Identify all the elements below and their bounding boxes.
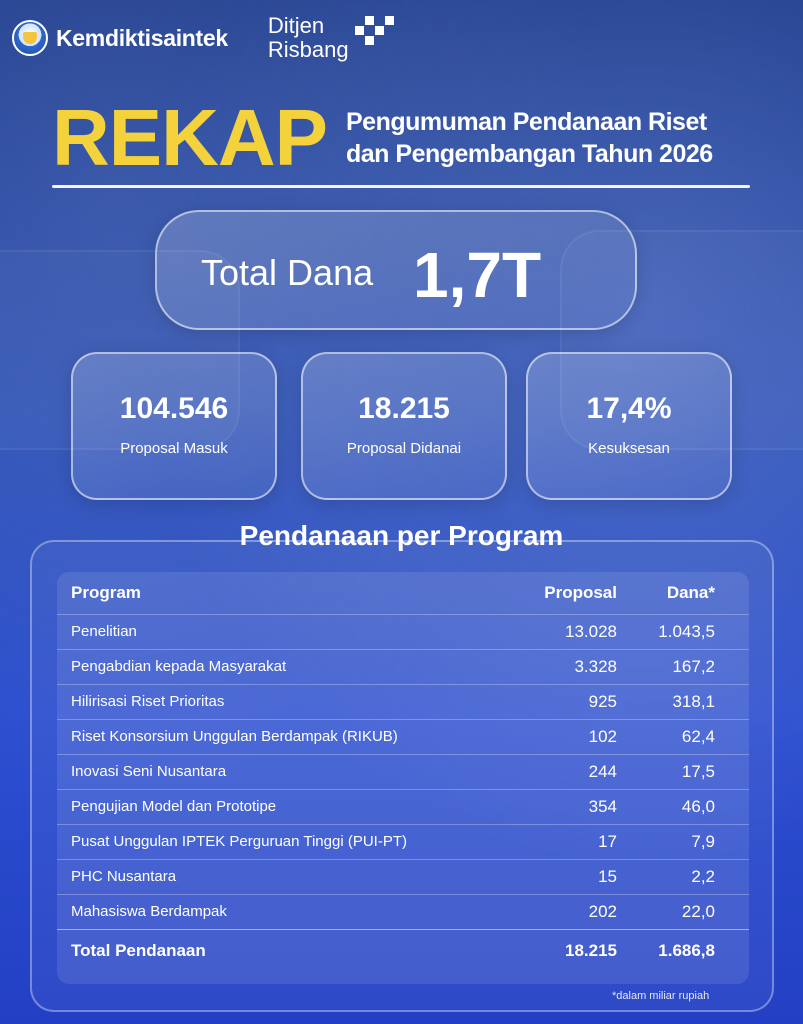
proposal-count: 354 bbox=[507, 789, 617, 824]
total-label: Total Pendanaan bbox=[57, 929, 507, 973]
stat-card-proposal-masuk bbox=[71, 352, 277, 500]
program-name: Mahasiswa Berdampak bbox=[57, 894, 507, 929]
fund-amount: 62,4 bbox=[617, 719, 749, 754]
footnote: *dalam miliar rupiah bbox=[612, 990, 710, 1002]
stat-card-proposal-didanai bbox=[301, 352, 507, 500]
table-row bbox=[57, 684, 749, 719]
fund-amount: 167,2 bbox=[617, 649, 749, 684]
page-subtitle bbox=[346, 106, 713, 170]
table-header-row bbox=[57, 572, 749, 614]
program-name: Penelitian bbox=[57, 614, 507, 649]
stat-card-kesuksesan bbox=[526, 352, 732, 500]
stat-label: Kesuksesan bbox=[588, 440, 670, 457]
brand-secondary-line1: Ditjen bbox=[267, 13, 325, 38]
program-name: Pengujian Model dan Prototipe bbox=[57, 789, 507, 824]
stat-value: 17,4% bbox=[586, 392, 672, 425]
fund-amount: 2,2 bbox=[617, 859, 749, 894]
subtitle-line2: dan Pengembangan Tahun 2026 bbox=[346, 140, 713, 168]
proposal-count: 925 bbox=[507, 684, 617, 719]
proposal-count: 244 bbox=[507, 754, 617, 789]
fund-amount: 318,1 bbox=[617, 684, 749, 719]
fund-amount: 22,0 bbox=[617, 894, 749, 929]
total-dana: 1.686,8 bbox=[617, 929, 749, 973]
program-funding-table bbox=[57, 572, 749, 984]
total-fund-card bbox=[155, 210, 637, 330]
program-name: Pengabdian kepada Masyarakat bbox=[57, 649, 507, 684]
table-row bbox=[57, 614, 749, 649]
total-fund-value: 1,7T bbox=[413, 239, 542, 311]
header bbox=[12, 10, 395, 66]
title-divider bbox=[52, 185, 750, 188]
ministry-logo-icon bbox=[12, 20, 48, 56]
table-row bbox=[57, 789, 749, 824]
proposal-count: 17 bbox=[507, 824, 617, 859]
stat-value: 18.215 bbox=[358, 392, 450, 425]
table-row bbox=[57, 649, 749, 684]
table-total-row bbox=[57, 929, 749, 973]
proposal-count: 13.028 bbox=[507, 614, 617, 649]
stat-label: Proposal Masuk bbox=[120, 440, 228, 457]
table-row bbox=[57, 894, 749, 929]
column-header-proposal: Proposal bbox=[544, 582, 617, 602]
table-row bbox=[57, 824, 749, 859]
total-proposal: 18.215 bbox=[507, 929, 617, 973]
program-name: Pusat Unggulan IPTEK Perguruan Tinggi (PUI-PT) bbox=[57, 824, 507, 859]
fund-amount: 7,9 bbox=[617, 824, 749, 859]
table-row bbox=[57, 754, 749, 789]
brand-primary: Kemdiktisaintek bbox=[56, 24, 228, 51]
proposal-count: 15 bbox=[507, 859, 617, 894]
column-header-dana: Dana* bbox=[666, 582, 715, 602]
column-header-program: Program bbox=[71, 582, 141, 602]
fund-amount: 46,0 bbox=[617, 789, 749, 824]
stat-label: Proposal Didanai bbox=[346, 440, 462, 457]
program-name: Inovasi Seni Nusantara bbox=[57, 754, 507, 789]
subtitle-line1: Pengumuman Pendanaan Riset bbox=[346, 108, 707, 136]
fund-amount: 1.043,5 bbox=[617, 614, 749, 649]
proposal-count: 202 bbox=[507, 894, 617, 929]
proposal-count: 3.328 bbox=[507, 649, 617, 684]
stat-value: 104.546 bbox=[119, 392, 229, 425]
fund-amount: 17,5 bbox=[617, 754, 749, 789]
table-row bbox=[57, 719, 749, 754]
program-name: PHC Nusantara bbox=[57, 859, 507, 894]
proposal-count: 102 bbox=[507, 719, 617, 754]
program-name: Hilirisasi Riset Prioritas bbox=[57, 684, 507, 719]
brand-secondary bbox=[268, 14, 395, 62]
page-title: REKAP bbox=[52, 93, 328, 182]
program-name: Riset Konsorsium Unggulan Berdampak (RIKUB) bbox=[57, 719, 507, 754]
brand-secondary-line2: Risbang bbox=[267, 37, 349, 62]
table-row bbox=[57, 859, 749, 894]
section-title: Pendanaan per Program bbox=[239, 520, 564, 551]
pixel-logo-icon bbox=[355, 16, 395, 46]
total-fund-label: Total Dana bbox=[201, 252, 374, 293]
